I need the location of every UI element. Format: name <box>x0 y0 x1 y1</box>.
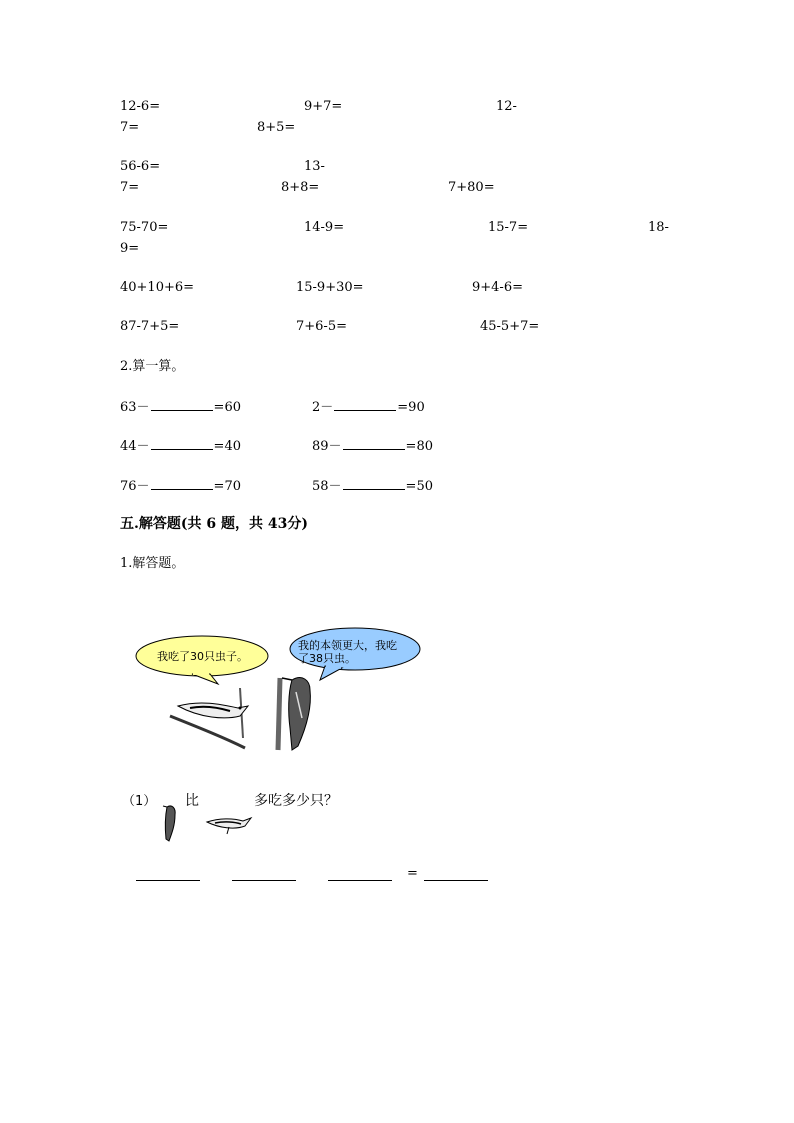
fill-right: =40 <box>213 439 241 454</box>
section-title: 2.算一算。 <box>120 359 185 374</box>
answer-line[interactable] <box>136 880 200 881</box>
small-bird-icon <box>205 812 253 836</box>
fill-right: =80 <box>405 439 433 454</box>
answer-blank[interactable] <box>151 398 213 411</box>
fill-right: =70 <box>213 479 241 494</box>
calc-item: 15-9+30= <box>296 280 364 295</box>
fill-left: 44－ <box>120 439 150 454</box>
fill-item <box>312 477 433 495</box>
bubble-right-text-2: 了38只虫。 <box>298 652 356 665</box>
sub-question-number: （1） <box>122 794 157 809</box>
answer-line[interactable] <box>424 880 488 881</box>
calc-item: 9= <box>120 241 140 256</box>
fill-left: 58－ <box>312 479 342 494</box>
fill-left: 2－ <box>312 400 334 415</box>
answer-blank[interactable] <box>151 437 213 450</box>
equals-sign: = <box>407 866 418 881</box>
answer-blank[interactable] <box>343 437 405 450</box>
fill-item <box>120 398 241 416</box>
calc-item: 45-5+7= <box>480 319 540 334</box>
calc-item: 9+4-6= <box>472 280 523 295</box>
calc-item: 7+6-5= <box>296 319 347 334</box>
fill-item <box>120 437 241 455</box>
calc-item: 7= <box>120 180 140 195</box>
bubble-right-text-1: 我的本领更大，我吃 <box>298 639 397 652</box>
calc-item: 12-6= <box>120 99 161 114</box>
fill-item <box>312 437 433 455</box>
compare-word: 比 <box>185 793 199 809</box>
fill-item <box>120 477 241 495</box>
calc-item: 14-9= <box>304 220 345 235</box>
fill-left: 89－ <box>312 439 342 454</box>
calc-item: 18- <box>648 220 669 235</box>
calc-item: 8+8= <box>281 180 320 195</box>
calc-item: 75-70= <box>120 220 169 235</box>
calc-item: 8+5= <box>257 120 296 135</box>
woodpecker-icon <box>162 803 178 843</box>
fill-left: 76－ <box>120 479 150 494</box>
fill-item <box>312 398 425 416</box>
calc-item: 87-7+5= <box>120 319 180 334</box>
answer-line[interactable] <box>328 880 392 881</box>
calc-item: 40+10+6= <box>120 280 195 295</box>
calc-item: 15-7= <box>488 220 529 235</box>
fill-right: =50 <box>405 479 433 494</box>
fill-right: =90 <box>397 400 425 415</box>
calc-item: 56-6= <box>120 159 161 174</box>
answer-blank[interactable] <box>343 477 405 490</box>
answer-blank[interactable] <box>151 477 213 490</box>
fill-right: =60 <box>213 400 241 415</box>
bubble-left-text: 我吃了30只虫子。 <box>157 650 248 663</box>
answer-blank[interactable] <box>334 398 396 411</box>
fill-left: 63－ <box>120 400 150 415</box>
calc-item: 13- <box>304 159 325 174</box>
question-text: 多吃多少只？ <box>254 793 338 809</box>
calc-item: 7+80= <box>448 180 495 195</box>
answer-line[interactable] <box>232 880 296 881</box>
section-heading: 五.解答题(共 6 题，共 43分) <box>120 516 308 532</box>
calc-item: 9+7= <box>304 99 343 114</box>
calc-item: 12- <box>496 99 517 114</box>
calc-item: 7= <box>120 120 140 135</box>
birds-illustration <box>130 628 430 753</box>
question-title: 1.解答题。 <box>120 556 185 571</box>
